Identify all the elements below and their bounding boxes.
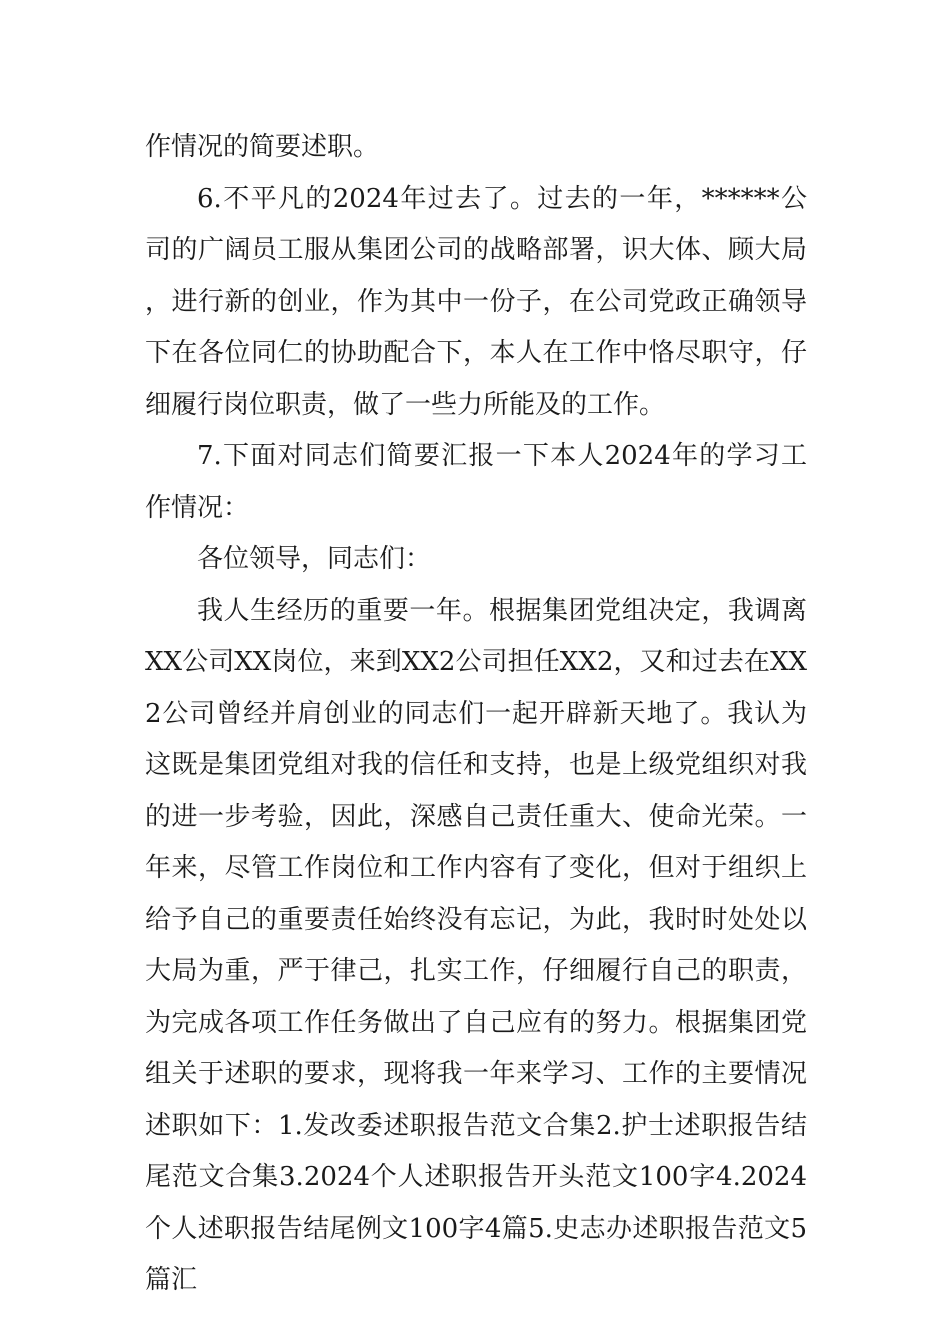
paragraph-5: 我人生经历的重要一年。根据集团党组决定，我调离XX公司XX岗位，来到XX2公司担任XX2，又和过去在XX2公司曾经并肩创业的同志们一起开辟新天地了。我认为这既是集团党组对我的信任和支持，也是上级党组织对我的进一步考验，因此，深感自己责任重大、使命光荣。一年来，尽管工作岗位和工作内容有了变化，但对于组织上给予自己的重要责任始终没有忘记，为此，我时时处处以大局为重，严于律己，扎实工作，仔细履行自己的职责，为完成各项工作任务做出了自己应有的努力。根据集团党组关于述职的要求，现将我一年来学习、工作的主要情况述职如下：1.发改委述职报告范文合集2.护士述职报告结尾范文合集3.2024个人述职报告开头范文100字4.2024个人述职报告结尾例文100字4篇5.史志办述职报告范文5篇汇: [145, 595, 807, 1295]
document-page: [145, 122, 807, 1307]
paragraph-4: 各位领导，同志们：: [197, 544, 432, 574]
paragraph-2: 6.不平凡的2024年过去了。过去的一年，******公司的广阔员工服从集团公司的战略部署，识大体、顾大局，进行新的创业，作为其中一份子，在公司党政正确领导下在各位同仁的协助配合下，本人在工作中恪尽职守，仔细履行岗位职责，做了一些力所能及的工作。: [145, 183, 807, 420]
paragraph-1: 作情况的简要述职。: [145, 132, 380, 162]
paragraph-3: 7.下面对同志们简要汇报一下本人2024年的学习工作情况：: [145, 441, 807, 523]
